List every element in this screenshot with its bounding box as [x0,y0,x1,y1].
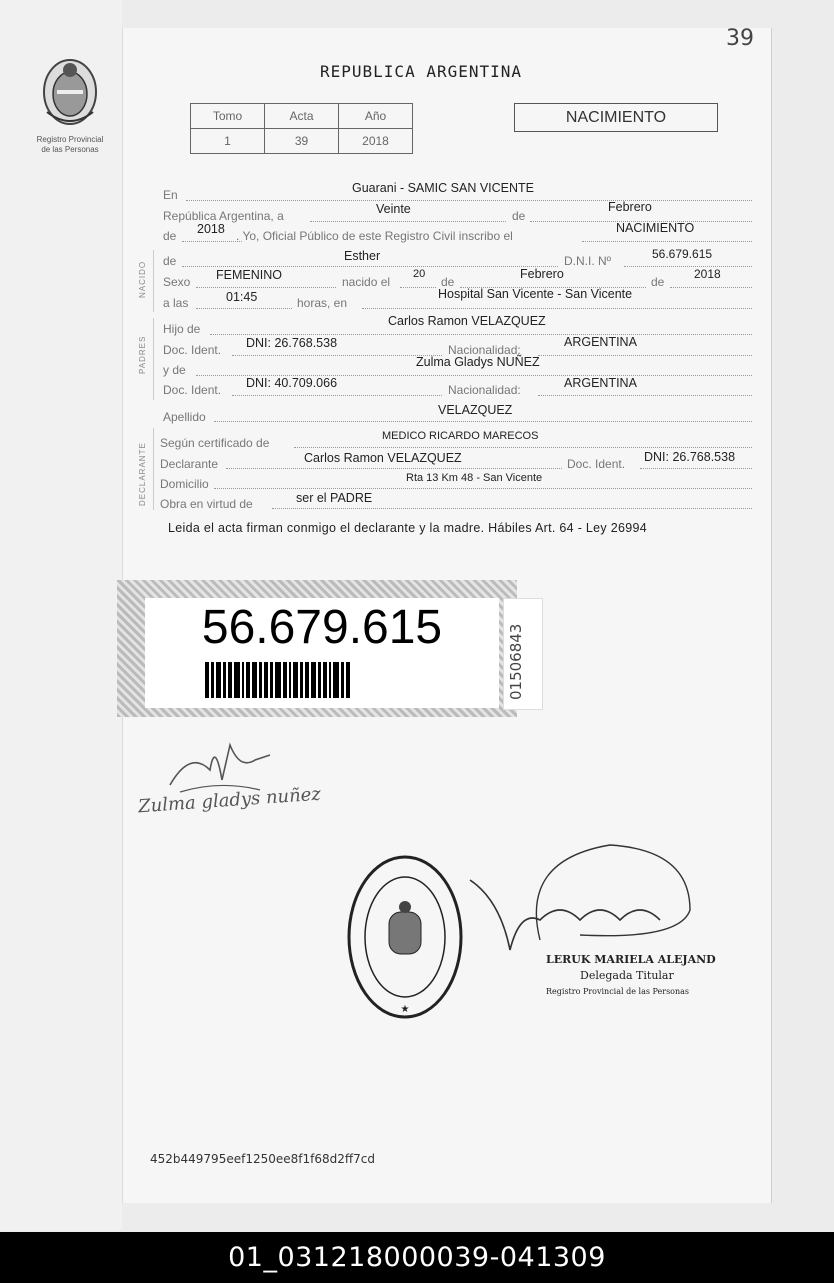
barcode-bar [293,662,298,698]
tomo-value: 1 [191,129,265,154]
official-name: LERUK MARIELA ALEJAND [546,953,716,966]
father-doc-value: DNI: 26.768.538 [246,336,338,350]
apellido-value: VELAZQUEZ [438,403,513,417]
declarante-value: Carlos Ramon VELAZQUEZ [304,451,462,465]
barcode-bar [318,662,321,698]
barcode-bar [311,662,316,698]
barcode-bar [329,662,331,698]
footer-id-bar: 01_031218000039-041309 [0,1232,834,1283]
mother-nat-value: ARGENTINA [564,376,637,390]
barcode-bar [228,662,232,698]
barcode-bar [305,662,309,698]
dotted-line [226,468,562,469]
acta-value: 39 [265,129,339,154]
coat-of-arms-icon [35,52,105,132]
oficial-text: . Yo, Oficial Público de este Registro Civil inscribo el [236,229,513,243]
declarante-label: Declarante [160,457,219,471]
barcode [205,662,435,698]
sexo-label: Sexo [163,275,191,289]
dotted-line [232,395,442,396]
mother-doc-value: DNI: 40.709.066 [246,376,338,390]
barcode-bar [242,662,244,698]
tomo-header: Tomo [191,104,265,129]
barcode-bar [275,662,281,698]
doc2-label: Doc. Ident. [163,383,222,397]
dotted-line [670,287,752,288]
birth-day-value: 20 [413,268,426,280]
dotted-line [196,287,336,288]
obra-label: Obra en virtud de [160,497,253,511]
dni-value: 56.679.615 [652,247,713,261]
section-label-declarante: DECLARANTE [138,442,147,506]
barcode-bar [205,662,209,698]
dotted-line [196,308,292,309]
dotted-line [294,447,752,448]
svg-text:★: ★ [400,1004,410,1015]
official-stamp-text [546,952,716,1000]
mother-signature: Zulma gladys nuñez [137,783,322,818]
domicilio-value: Rta 13 Km 48 - San Vicente [406,472,543,484]
birth-month-value: Febrero [520,267,564,281]
horas-label: horas, en [297,296,348,310]
dotted-line [538,355,752,356]
barcode-bar [211,662,214,698]
act-type-box: NACIMIENTO [514,103,718,132]
time-value: 01:45 [226,290,258,304]
alas-label: a las [163,296,189,310]
record-table [190,103,413,154]
section-label-padres: PADRES [138,335,147,374]
name-value: Esther [344,249,381,263]
logo-caption-line-1: Registro Provincial [36,135,104,144]
month-value: Febrero [608,200,652,214]
de4-label: de [441,275,455,289]
father-value: Carlos Ramon VELAZQUEZ [388,314,546,328]
domicilio-label: Domicilio [160,477,209,491]
birth-year-value: 2018 [694,267,721,281]
barcode-bar [234,662,240,698]
dotted-line [538,395,752,396]
segun-label: Según certificado de [160,436,270,450]
sexo-value: FEMENINO [216,268,282,282]
document-hash: 452b449795eef1250ee8f1f68d2ff7cd [150,1152,375,1166]
declarante-doc-value: DNI: 26.768.538 [644,450,736,464]
en-value: Guarani - SAMIC SAN VICENTE [352,181,534,195]
segun-value: MEDICO RICARDO MARECOS [382,430,539,442]
section-divider-padres [153,318,154,400]
anio-value: 2018 [339,129,413,154]
hijo-label: Hijo de [163,322,201,336]
barcode-bar [283,662,287,698]
left-margin [0,0,122,1230]
dotted-line [214,421,752,422]
nacionalidad2-label: Nacionalidad: [448,383,521,397]
barcode-bar [323,662,327,698]
acta-header: Acta [265,104,339,129]
section-label-nacido: NACIDO [138,260,147,298]
barcode-bar [289,662,291,698]
dotted-line [400,287,436,288]
de2-label: de [163,229,177,243]
mother-value: Zulma Gladys NUÑEZ [416,355,540,369]
de5-label: de [651,275,665,289]
official-role: Delegada Titular [580,969,674,982]
dotted-line [310,221,506,222]
barcode-bar [341,662,344,698]
de-label: de [512,209,526,223]
barcode-bar [252,662,257,698]
year-value: 2018 [197,222,225,236]
barcode-bar [333,662,339,698]
barcode-bar [246,662,250,698]
dotted-line [582,241,752,242]
dotted-line [182,266,558,267]
section-divider-declarante [153,428,154,510]
nacido-label: nacido el [342,275,391,289]
sticker-serial: 01506843 [507,623,525,700]
logo-caption-line-2: de las Personas [41,145,99,154]
de3-label: de [163,254,177,268]
sticker-dni-number: 56.679.615 [201,601,443,654]
dotted-line [182,241,242,242]
dotted-line [362,308,752,309]
barcode-bar [259,662,262,698]
place-value: Hospital San Vicente - San Vicente [438,287,633,301]
dotted-line [214,488,752,489]
anio-header: Año [339,104,413,129]
registry-logo [20,52,120,155]
section-divider-nacido [153,250,154,312]
en-label: En [163,188,178,202]
republica-label: República Argentina, a [163,209,284,223]
page-number: 39 [726,26,754,51]
barcode-bar [223,662,226,698]
dotted-line [232,355,442,356]
official-office: Registro Provincial de las Personas [546,987,690,996]
doc-label: Doc. Ident. [163,343,222,357]
dotted-line [210,334,752,335]
dotted-line [272,508,752,509]
father-nat-value: ARGENTINA [564,335,637,349]
obra-value: ser el PADRE [296,491,373,505]
dotted-line [640,468,752,469]
barcode-bar [264,662,268,698]
nacionalidad-label: Nacionalidad: [448,343,521,357]
inscribo-value: NACIMIENTO [616,221,695,235]
dni-label: D.N.I. Nº [564,254,612,268]
dotted-line [624,266,752,267]
apellido-label: Apellido [163,410,206,424]
barcode-bar [300,662,303,698]
official-signature [460,840,700,970]
closing-text: Leida el acta firman conmigo el declarante y la madre. Hábiles Art. 64 - Ley 26994 [168,521,648,535]
dotted-line [186,200,752,201]
barcode-bar [270,662,273,698]
official-seal [345,852,465,1022]
barcode-bar [216,662,221,698]
barcode-bar [346,662,350,698]
doc3-label: Doc. Ident. [567,457,626,471]
yde-label: y de [163,363,186,377]
document-title: REPUBLICA ARGENTINA [320,62,523,81]
day-value: Veinte [376,202,411,216]
